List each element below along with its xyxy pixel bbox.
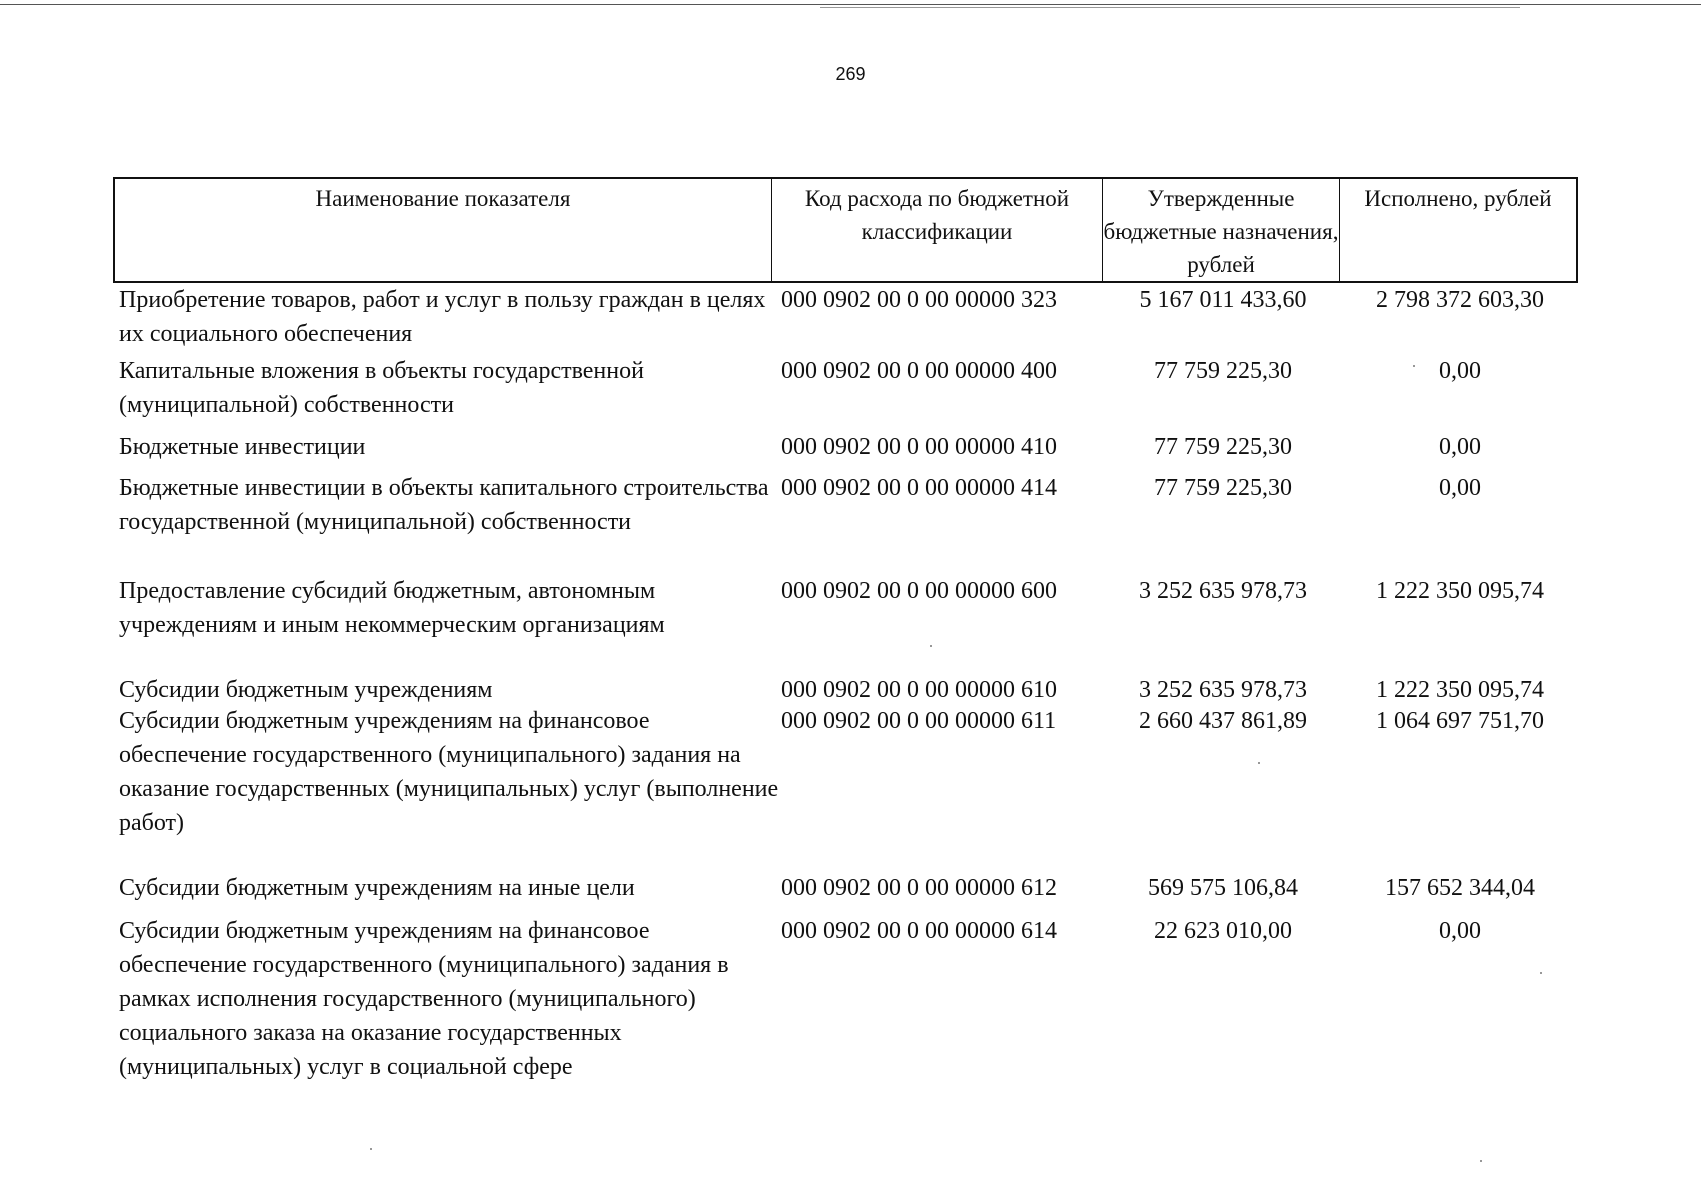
row-executed: 157 652 344,04 (1385, 875, 1535, 901)
row-executed: 0,00 (1439, 918, 1481, 944)
row-name: Субсидии бюджетным учреждениям (119, 677, 493, 703)
scan-speck (1540, 972, 1542, 974)
page-number: 269 (835, 64, 866, 84)
row-executed: 2 798 372 603,30 (1376, 287, 1544, 313)
row-code: 000 0902 00 0 00 00000 610 (781, 677, 1057, 703)
row-executed: 1 222 350 095,74 (1376, 677, 1544, 703)
row-approved: 77 759 225,30 (1154, 358, 1292, 384)
row-executed: 1 222 350 095,74 (1376, 578, 1544, 604)
header-executed: Исполнено, рублей (1364, 186, 1552, 211)
row-approved: 77 759 225,30 (1154, 434, 1292, 460)
row-code: 000 0902 00 0 00 00000 612 (781, 875, 1057, 901)
scan-speck (1480, 1160, 1482, 1162)
row-name: Приобретение товаров, работ и услуг в пользу граждан в целях их социального обеспечения (119, 287, 766, 347)
scan-speck (1413, 365, 1415, 367)
row-name: Бюджетные инвестиции в объекты капитального строительства государственной (муниципальной) собственности (119, 475, 769, 535)
row-approved: 77 759 225,30 (1154, 475, 1292, 501)
scan-speck (370, 1148, 372, 1150)
row-name: Субсидии бюджетным учреждениям на иные цели (119, 875, 635, 901)
row-approved: 2 660 437 861,89 (1139, 708, 1307, 734)
table-header (113, 177, 1578, 283)
row-name: Капитальные вложения в объекты государственной (муниципальной) собственности (119, 358, 644, 418)
row-name: Субсидии бюджетным учреждениям на финансовое обеспечение государственного (муниципального) задания в рамках исполнения государственного (муниципального) социального заказа на оказание государственных (муниципальных) услуг в социальной сфере (119, 918, 729, 1080)
header-approved-budget: Утвержденные бюджетные назначения, рублей (1103, 179, 1340, 281)
row-code: 000 0902 00 0 00 00000 614 (781, 918, 1057, 944)
row-name: Субсидии бюджетным учреждениям на финансовое обеспечение государственного (муниципального) задания на оказание государственных (муниципальных) услуг (выполнение работ) (119, 708, 779, 836)
row-approved: 569 575 106,84 (1148, 875, 1298, 901)
row-name: Предоставление субсидий бюджетным, автономным учреждениям и иным некоммерческим организациям (119, 578, 665, 638)
row-executed: 0,00 (1439, 475, 1481, 501)
header-indicator-name: Наименование показателя (115, 179, 772, 281)
row-approved: 22 623 010,00 (1154, 918, 1292, 944)
scan-edge-line (0, 4, 1701, 5)
scan-edge-line (820, 7, 1520, 8)
row-code: 000 0902 00 0 00 00000 323 (781, 287, 1057, 313)
row-name: Бюджетные инвестиции (119, 434, 366, 460)
row-code: 000 0902 00 0 00 00000 611 (781, 708, 1057, 734)
row-code: 000 0902 00 0 00 00000 600 (781, 578, 1057, 604)
row-code: 000 0902 00 0 00 00000 400 (781, 358, 1057, 384)
row-code: 000 0902 00 0 00 00000 410 (781, 434, 1057, 460)
row-approved: 3 252 635 978,73 (1139, 578, 1307, 604)
row-approved: 3 252 635 978,73 (1139, 677, 1307, 703)
scan-speck (1258, 762, 1260, 764)
row-approved: 5 167 011 433,60 (1139, 287, 1307, 313)
row-code: 000 0902 00 0 00 00000 414 (781, 475, 1057, 501)
scan-speck (930, 645, 932, 647)
row-executed: 0,00 (1439, 434, 1481, 460)
row-executed: 0,00 (1439, 358, 1481, 384)
header-expense-code: Код расхода по бюджетной классификации (772, 179, 1103, 281)
row-executed: 1 064 697 751,70 (1376, 708, 1544, 734)
